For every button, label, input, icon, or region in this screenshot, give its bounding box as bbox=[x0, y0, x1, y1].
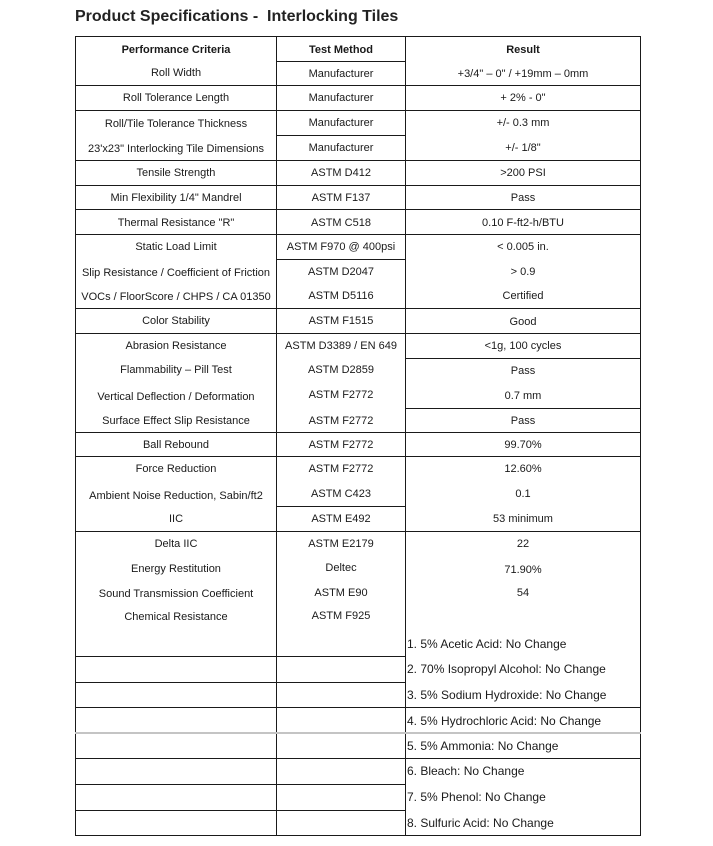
row-divider bbox=[75, 656, 406, 657]
method-cell: ASTM D2859 bbox=[307, 364, 375, 376]
method-cell: ASTM E2179 bbox=[308, 538, 374, 550]
header-result: Result bbox=[506, 44, 540, 56]
row-divider bbox=[276, 506, 406, 507]
result-cell: >200 PSI bbox=[500, 167, 546, 179]
result-cell: Good bbox=[509, 316, 537, 328]
result-cell: 71.90% bbox=[504, 564, 542, 576]
row-divider bbox=[75, 432, 641, 433]
row-divider bbox=[75, 209, 641, 210]
chemical-result: 5. 5% Ammonia: No Change bbox=[407, 739, 559, 753]
method-cell: ASTM F2772 bbox=[308, 415, 374, 427]
row-divider bbox=[75, 110, 641, 111]
criteria-cell: Roll Tolerance Length bbox=[122, 92, 230, 104]
criteria-cell: Delta IIC bbox=[154, 538, 198, 550]
result-cell: <1g, 100 cycles bbox=[484, 340, 562, 352]
row-divider bbox=[276, 61, 406, 62]
method-cell: ASTM E90 bbox=[314, 587, 368, 599]
result-cell: Pass bbox=[510, 192, 536, 204]
row-divider bbox=[75, 308, 641, 309]
row-divider bbox=[75, 185, 641, 186]
method-cell: Manufacturer bbox=[308, 142, 374, 154]
result-cell: +/- 1/8" bbox=[505, 142, 541, 154]
row-divider bbox=[75, 333, 641, 334]
method-cell: ASTM F970 @ 400psi bbox=[286, 241, 396, 253]
row-divider bbox=[75, 784, 406, 785]
row-divider bbox=[276, 259, 406, 260]
result-cell: 0.7 mm bbox=[504, 390, 542, 402]
method-cell: Manufacturer bbox=[308, 92, 374, 104]
criteria-cell: Slip Resistance / Coefficient of Friction bbox=[81, 267, 271, 279]
criteria-cell: Surface Effect Slip Resistance bbox=[102, 415, 250, 427]
column-divider bbox=[276, 36, 277, 836]
criteria-cell: Force Reduction bbox=[135, 463, 217, 475]
criteria-cell: Abrasion Resistance bbox=[125, 340, 227, 352]
criteria-cell: 23'x23" Interlocking Tile Dimensions bbox=[88, 143, 264, 155]
row-divider bbox=[75, 758, 641, 759]
criteria-cell: Sound Transmission Coefficient bbox=[98, 588, 254, 600]
method-cell: Manufacturer bbox=[308, 68, 374, 80]
row-divider bbox=[405, 358, 641, 359]
chemical-result: 8. Sulfuric Acid: No Change bbox=[407, 816, 554, 830]
criteria-cell: Color Stability bbox=[142, 315, 210, 327]
criteria-cell: Ball Rebound bbox=[142, 439, 210, 451]
criteria-cell: Tensile Strength bbox=[136, 167, 216, 179]
chemical-result: 7. 5% Phenol: No Change bbox=[407, 790, 546, 804]
chemical-result: 6. Bleach: No Change bbox=[407, 764, 525, 778]
criteria-cell: Static Load Limit bbox=[135, 241, 217, 253]
method-cell: ASTM F2772 bbox=[308, 389, 374, 401]
method-cell: ASTM F2772 bbox=[308, 439, 374, 451]
method-cell: ASTM D3389 / EN 649 bbox=[285, 340, 397, 352]
result-cell: +3/4" – 0" / +19mm – 0mm bbox=[457, 68, 589, 80]
header-method: Test Method bbox=[309, 44, 373, 56]
table-border-right bbox=[640, 36, 641, 836]
chemical-result: 3. 5% Sodium Hydroxide: No Change bbox=[407, 688, 607, 702]
row-divider bbox=[276, 135, 406, 136]
result-cell: 54 bbox=[516, 587, 530, 599]
criteria-cell: Vertical Deflection / Deformation bbox=[97, 391, 255, 403]
result-cell: 12.60% bbox=[504, 463, 542, 475]
criteria-cell: Energy Restitution bbox=[131, 563, 221, 575]
result-cell: + 2% - 0" bbox=[500, 92, 546, 104]
criteria-cell: Roll Width bbox=[150, 67, 202, 79]
method-cell: ASTM C423 bbox=[311, 488, 371, 500]
row-divider bbox=[75, 160, 641, 161]
result-cell: Pass bbox=[510, 415, 536, 427]
row-divider bbox=[75, 234, 641, 235]
row-divider bbox=[405, 408, 641, 409]
criteria-cell: IIC bbox=[168, 513, 184, 525]
row-divider bbox=[75, 707, 641, 708]
result-cell: 99.70% bbox=[504, 439, 542, 451]
method-cell: ASTM E492 bbox=[311, 513, 371, 525]
result-cell: Pass bbox=[510, 365, 536, 377]
method-cell: ASTM F137 bbox=[311, 192, 371, 204]
chemical-result: 1. 5% Acetic Acid: No Change bbox=[407, 637, 567, 651]
criteria-cell: Thermal Resistance "R" bbox=[117, 217, 235, 229]
method-cell: ASTM F2772 bbox=[308, 463, 374, 475]
criteria-cell: Ambient Noise Reduction, Sabin/ft2 bbox=[89, 490, 263, 502]
criteria-cell: Chemical Resistance bbox=[124, 611, 228, 623]
result-cell: +/- 0.3 mm bbox=[496, 117, 550, 129]
chemical-result: 4. 5% Hydrochloric Acid: No Change bbox=[407, 714, 602, 728]
method-cell: Manufacturer bbox=[308, 117, 374, 129]
row-divider bbox=[75, 682, 406, 683]
result-cell: < 0.005 in. bbox=[497, 241, 549, 253]
page-title: Product Specifications - Interlocking Tiles bbox=[75, 8, 399, 25]
table-border-left bbox=[75, 36, 76, 836]
column-divider bbox=[405, 36, 406, 836]
method-cell: ASTM F1515 bbox=[308, 315, 374, 327]
method-cell: ASTM F925 bbox=[311, 610, 371, 622]
method-cell: ASTM D2047 bbox=[307, 266, 375, 278]
criteria-cell: VOCs / FloorScore / CHPS / CA 01350 bbox=[81, 291, 271, 303]
criteria-cell: Flammability – Pill Test bbox=[120, 364, 232, 376]
result-cell: 0.1 bbox=[515, 488, 531, 500]
criteria-cell: Min Flexibility 1/4" Mandrel bbox=[110, 192, 242, 204]
table-border-top bbox=[75, 36, 641, 37]
table-border-bottom bbox=[75, 835, 641, 836]
chemical-result: 2. 70% Isopropyl Alcohol: No Change bbox=[407, 662, 606, 676]
result-cell: 53 minimum bbox=[493, 513, 553, 525]
row-divider bbox=[75, 85, 641, 86]
row-divider bbox=[75, 531, 641, 532]
row-divider bbox=[75, 456, 641, 457]
result-cell: > 0.9 bbox=[510, 266, 536, 278]
method-cell: ASTM D5116 bbox=[308, 290, 374, 302]
method-cell: ASTM D412 bbox=[311, 167, 371, 179]
row-divider bbox=[75, 732, 641, 734]
method-cell: Deltec bbox=[325, 562, 357, 574]
row-divider bbox=[75, 810, 406, 811]
result-cell: Certified bbox=[502, 290, 544, 302]
result-cell: 22 bbox=[516, 538, 530, 550]
criteria-cell: Roll/Tile Tolerance Thickness bbox=[104, 118, 248, 130]
result-cell: 0.10 F-ft2-h/BTU bbox=[482, 217, 564, 229]
method-cell: ASTM C518 bbox=[311, 217, 371, 229]
header-criteria: Performance Criteria bbox=[121, 44, 231, 56]
